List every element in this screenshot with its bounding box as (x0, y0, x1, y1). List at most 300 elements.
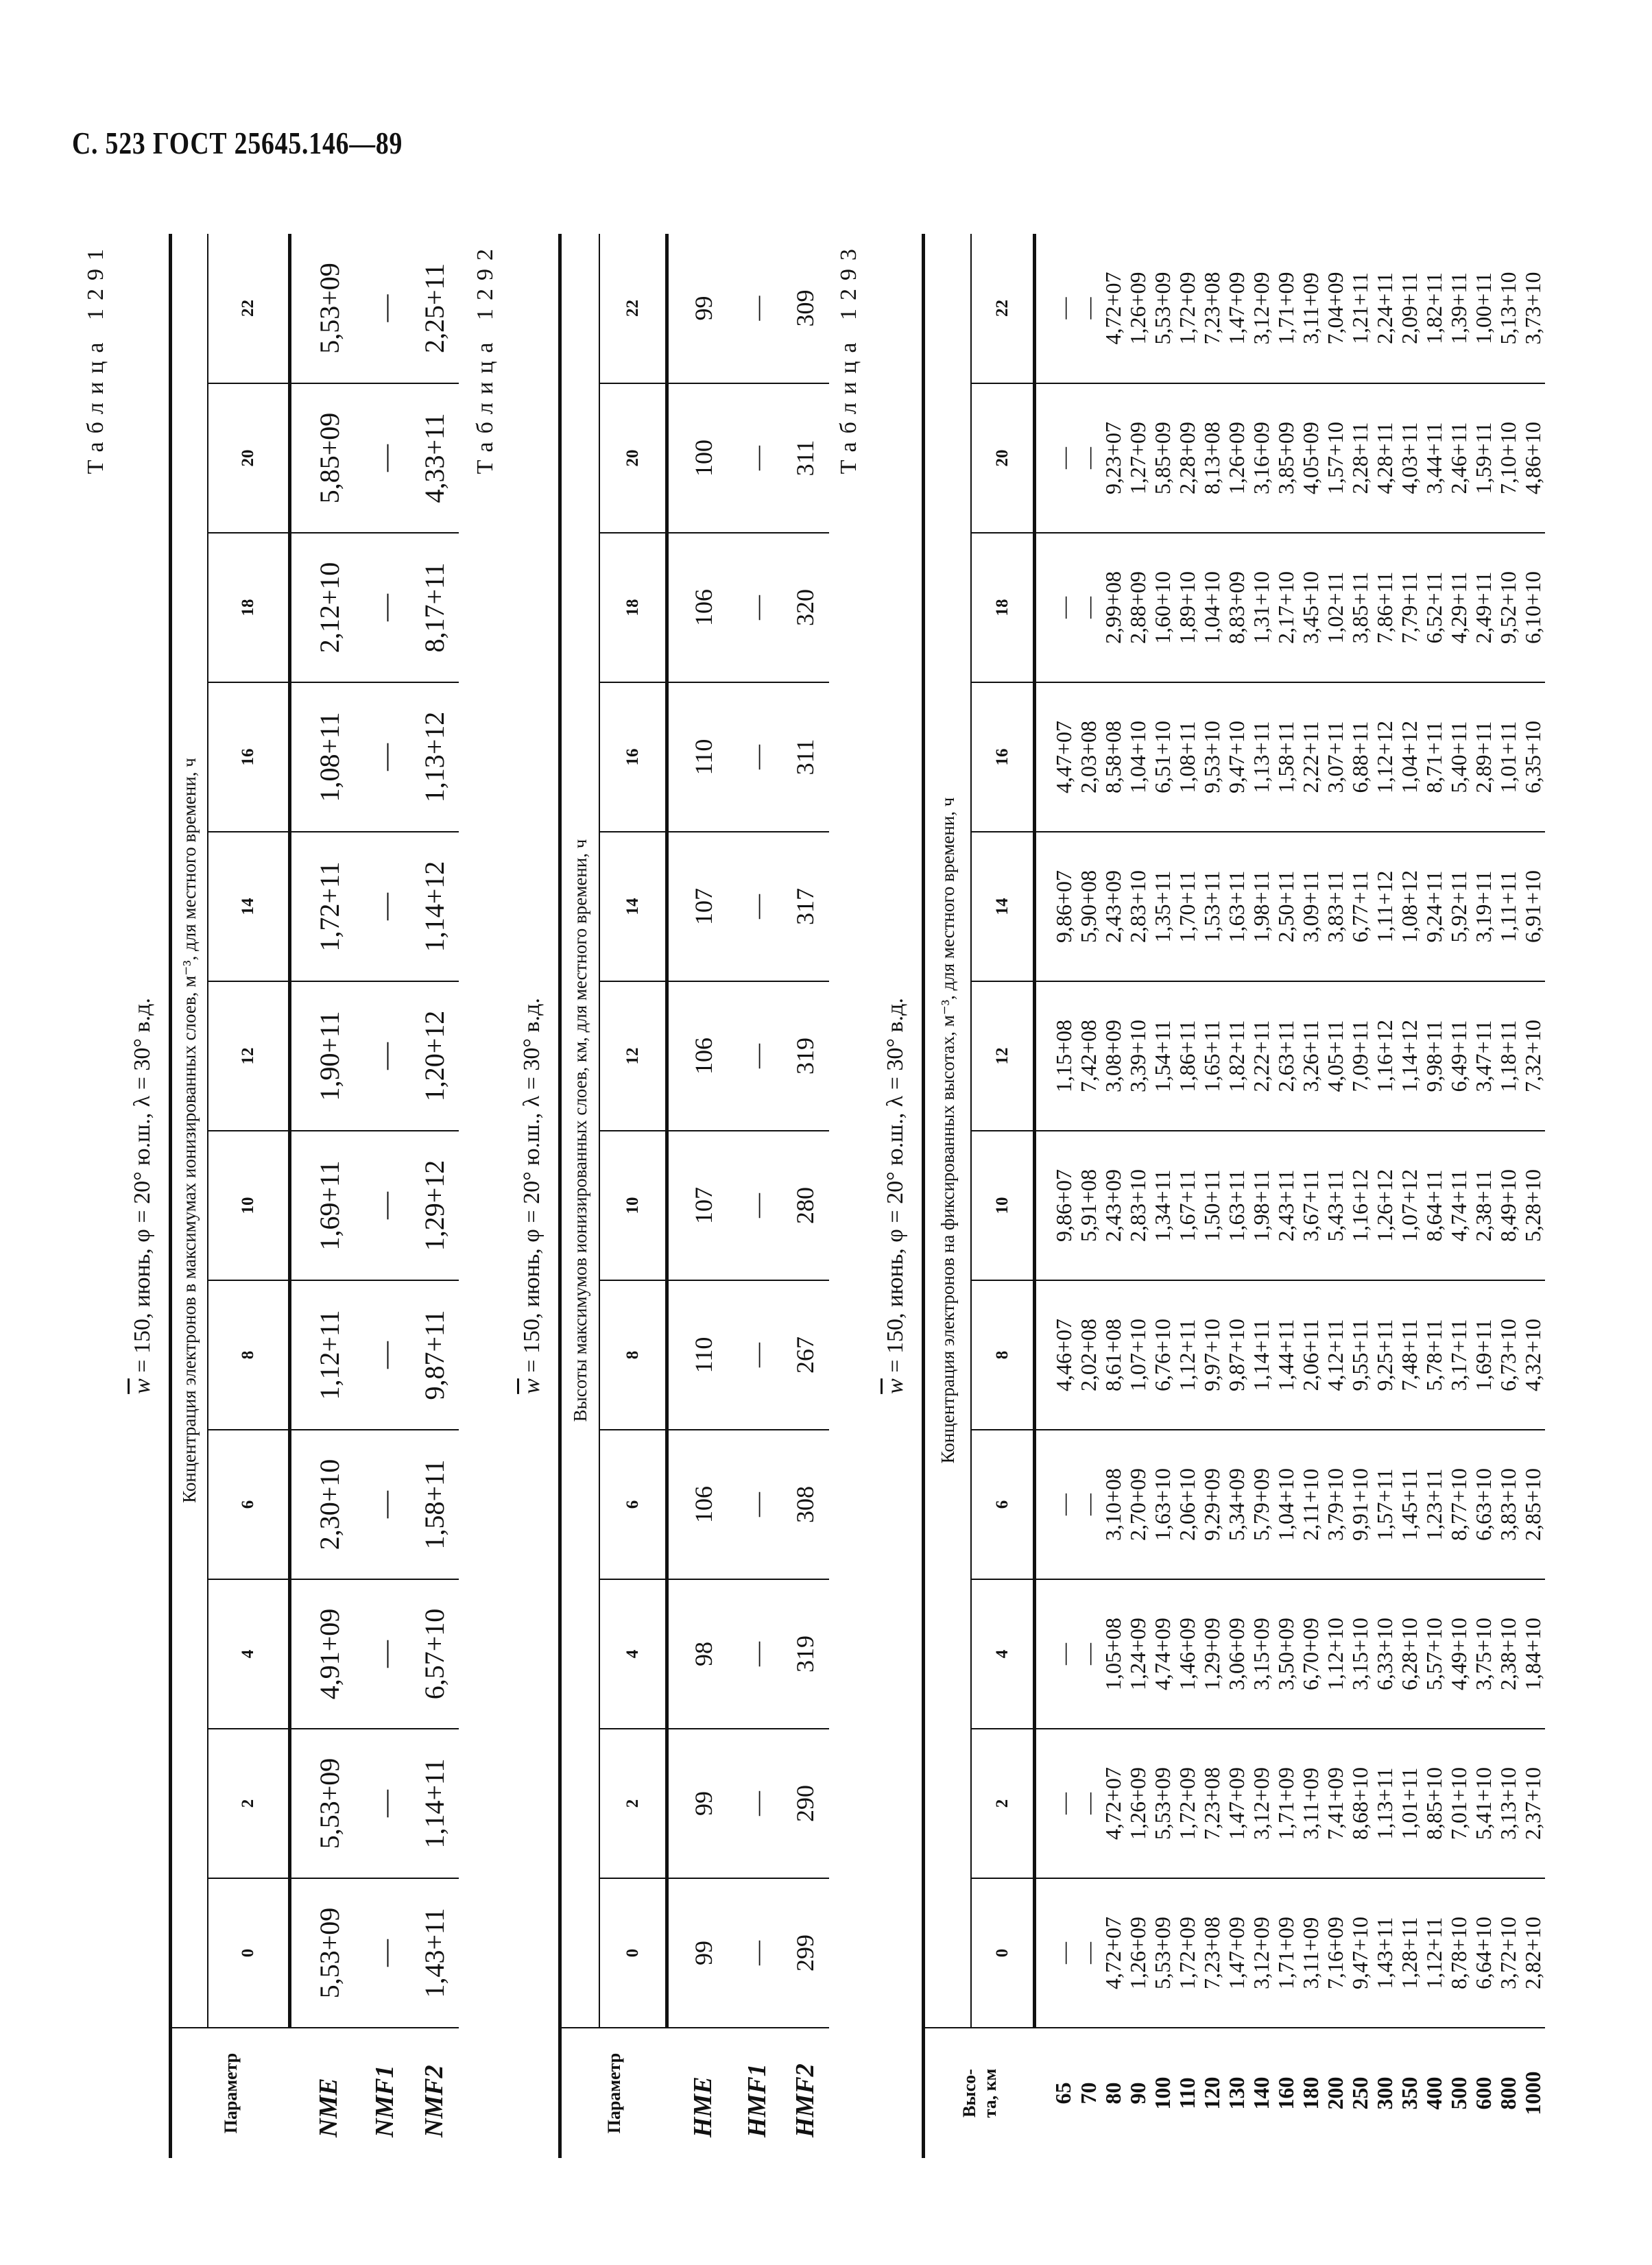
table-cell: 1,44+11 (1273, 1280, 1298, 1430)
table-row (409, 234, 459, 2158)
table-cell: 6,91+10 (1520, 832, 1545, 981)
table-cell: 2,43+11 (1273, 1131, 1298, 1280)
table-cell: 5,41+10 (1471, 1729, 1496, 1878)
table-cell: 317 (781, 832, 829, 981)
table-cell: 1,82+11 (1224, 981, 1249, 1131)
first-column-header: Параметр (171, 2028, 290, 2158)
hour-header: 10 (208, 1131, 290, 1280)
table-cell: 9,91+10 (1348, 1430, 1372, 1579)
table-cell: — (360, 1579, 409, 1729)
hour-header: 6 (208, 1430, 290, 1579)
table-cell: 7,32+10 (1520, 981, 1545, 1131)
table-cell: 6,77+11 (1348, 832, 1372, 981)
hour-header: 22 (208, 234, 290, 383)
row-label: 350 (1397, 2028, 1422, 2158)
table-cell: 9,86+07 (1035, 1131, 1077, 1280)
table-cell: 2,38+10 (1496, 1579, 1520, 1729)
table-row (1224, 234, 1249, 2158)
table-cell: 1,71+09 (1273, 1729, 1298, 1878)
span-header: Концентрация электронов в максимумах ионизированных слоев, м⁻³, для местного времени, ч (171, 234, 208, 2028)
table-cell: 5,90+08 (1076, 832, 1101, 981)
table-cell: 3,83+11 (1323, 832, 1348, 981)
table-row (1397, 234, 1422, 2158)
table-cell: 3,17+11 (1446, 1280, 1471, 1430)
table-cell: 1,46+09 (1175, 1579, 1199, 1729)
table-cell: 1,65+11 (1199, 981, 1224, 1131)
table-cell: — (733, 1430, 781, 1579)
table-cell: 106 (667, 1430, 734, 1579)
first-column-header: Высо- та, км (924, 2028, 1035, 2158)
table-cell: 3,16+09 (1249, 383, 1273, 533)
data-table (169, 234, 459, 2158)
table-cell: 2,11+10 (1298, 1430, 1323, 1579)
table-cell: 4,91+09 (290, 1579, 361, 1729)
table-cell: 308 (781, 1430, 829, 1579)
table-cell: 2,83+10 (1125, 1131, 1150, 1280)
table-cell: 5,79+09 (1249, 1430, 1273, 1579)
table-cell: 3,47+11 (1471, 981, 1496, 1131)
table-cell: 299 (791, 1934, 819, 1972)
table-cell: 1,60+10 (1150, 533, 1175, 682)
table-cell: 6,49+11 (1446, 981, 1471, 1131)
table-cell: — (360, 1430, 409, 1579)
table-cell: 3,72+10 (1496, 1916, 1520, 1990)
table-cell: 4,47+07 (1035, 682, 1077, 832)
row-label: 500 (1446, 2028, 1471, 2158)
table-row (1496, 234, 1520, 2158)
table-cell: 8,13+08 (1199, 383, 1224, 533)
table-cell: 9,87+11 (409, 1280, 459, 1430)
hour-header: 8 (208, 1280, 290, 1430)
table-cell: 1,35+11 (1150, 832, 1175, 981)
table-cell: — (743, 1941, 771, 1965)
table-cell: 1,39+11 (1446, 234, 1471, 383)
table-conditions (870, 234, 922, 2158)
table-cell: 1,31+10 (1249, 533, 1273, 682)
hour-header: 0 (208, 1878, 290, 2028)
table-cell: 309 (781, 234, 829, 383)
table-cell: 7,23+08 (1199, 1729, 1224, 1878)
table-cell: 8,71+11 (1422, 682, 1446, 832)
table-cell: — (1076, 234, 1101, 383)
table-cell: — (1076, 1579, 1101, 1729)
table-cell: 1,26+12 (1372, 1131, 1397, 1280)
table-cell: 7,10+10 (1496, 383, 1520, 533)
table-cell: 2,43+09 (1101, 832, 1125, 981)
row-label: HMF1 (733, 2028, 781, 2158)
table-cell: 1,47+09 (1224, 1729, 1249, 1878)
row-label: 130 (1224, 2028, 1249, 2158)
table-cell: 4,72+07 (1101, 1729, 1125, 1878)
table-block-1292 (465, 234, 829, 2158)
table-row (1298, 234, 1323, 2158)
table-cell: 99 (667, 1729, 734, 1878)
table-cell: 1,12+10 (1323, 1579, 1348, 1729)
table-cell: 106 (667, 981, 734, 1131)
span-header: Концентрация электронов на фиксированных высотах, м⁻³, для местного времени, ч (924, 234, 972, 2028)
row-label: HMF2 (781, 2028, 829, 2158)
table-cell: — (1035, 533, 1077, 682)
hour-header: 2 (971, 1729, 1035, 1878)
table-cell: 8,17+11 (409, 533, 459, 682)
row-label: HME (667, 2028, 734, 2158)
table-cell: 8,85+10 (1422, 1729, 1446, 1878)
table-cell: 5,78+11 (1422, 1280, 1446, 1430)
table-cell: — (1051, 1942, 1076, 1964)
table-cell: 3,83+10 (1496, 1430, 1520, 1579)
table-cell: 1,67+11 (1175, 1131, 1199, 1280)
table-cell: 4,29+11 (1446, 533, 1471, 682)
table-cell: 5,53+09 (1150, 234, 1175, 383)
table-row (1175, 234, 1199, 2158)
table-cell: — (360, 1729, 409, 1878)
table-cell: 9,24+11 (1422, 832, 1446, 981)
table-cell: 9,52+10 (1496, 533, 1520, 682)
table-cell: 5,53+09 (1150, 1916, 1175, 1990)
table-cell: 9,47+10 (1224, 682, 1249, 832)
table-cell: 5,53+09 (290, 1729, 361, 1878)
table-cell: 1,34+11 (1150, 1131, 1175, 1280)
table-cell: 1,05+08 (1101, 1579, 1125, 1729)
table-cell: 2,37+10 (1520, 1729, 1545, 1878)
hour-header: 10 (971, 1131, 1035, 1280)
table-cell: 106 (667, 533, 734, 682)
table-cell: 280 (781, 1131, 829, 1280)
table-cell: — (1035, 1729, 1077, 1878)
table-cell: — (360, 533, 409, 682)
table-cell: 4,05+09 (1298, 383, 1323, 533)
table-row (1372, 234, 1397, 2158)
row-label: 600 (1471, 2028, 1496, 2158)
hour-header: 12 (208, 981, 290, 1131)
table-row (1035, 234, 1077, 2158)
table-cell: 1,16+12 (1372, 981, 1397, 1131)
table-cell: 6,51+10 (1150, 682, 1175, 832)
table-cell: 2,82+10 (1520, 1916, 1545, 1990)
table-cell: 4,86+10 (1520, 383, 1545, 533)
table-cell: — (360, 832, 409, 981)
table-cell: 2,25+11 (409, 234, 459, 383)
hour-header: 16 (971, 682, 1035, 832)
table-row (1249, 234, 1273, 2158)
table-caption: Таблица 1292 (472, 241, 498, 475)
table-cell: 2,17+10 (1273, 533, 1298, 682)
table-cell: 2,43+09 (1101, 1131, 1125, 1280)
table-row (1199, 234, 1224, 2158)
hour-header: 20 (971, 383, 1035, 533)
table-cell: 3,12+09 (1249, 234, 1273, 383)
table-cell: 9,86+07 (1035, 832, 1077, 981)
table-cell: 9,87+10 (1224, 1280, 1249, 1430)
table-cell: 1,69+11 (290, 1131, 361, 1280)
row-label: NMF2 (409, 2028, 459, 2158)
table-cell: 9,23+07 (1101, 383, 1125, 533)
table-cell: 2,46+11 (1446, 383, 1471, 533)
table-cell: 1,54+11 (1150, 981, 1175, 1131)
table-cell: 3,73+10 (1520, 234, 1545, 383)
table-cell: 4,05+11 (1323, 981, 1348, 1131)
table-cell: 7,48+11 (1397, 1280, 1422, 1430)
table-cell: 8,77+10 (1446, 1430, 1471, 1579)
table-cell: 1,07+12 (1397, 1131, 1422, 1280)
table-row (290, 234, 361, 2158)
table-cell: — (733, 832, 781, 981)
table-cell: 3,26+11 (1298, 981, 1323, 1131)
table-cell: 1,71+09 (1273, 234, 1298, 383)
table-cell: 7,42+08 (1076, 981, 1101, 1131)
table-cell: — (1076, 1942, 1101, 1964)
row-label: 800 (1496, 2028, 1520, 2158)
hour-header: 0 (971, 1878, 1035, 2028)
table-cell: 1,04+12 (1397, 682, 1422, 832)
table-cell: 4,12+11 (1323, 1280, 1348, 1430)
table-cell: — (360, 981, 409, 1131)
table-cell: 2,02+08 (1076, 1280, 1101, 1430)
table-cell: — (733, 234, 781, 383)
hour-header: 6 (599, 1430, 667, 1579)
table-row (1422, 234, 1446, 2158)
table-cell: 267 (781, 1280, 829, 1430)
table-cell: 3,75+10 (1471, 1579, 1496, 1729)
row-label: 70 (1076, 2028, 1101, 2158)
row-label: 200 (1323, 2028, 1348, 2158)
table-cell: — (360, 1280, 409, 1430)
table-cell: 6,64+10 (1471, 1916, 1496, 1990)
table-cell: 7,04+09 (1323, 234, 1348, 383)
table-cell: 4,74+09 (1150, 1579, 1175, 1729)
solar-activity-symbol: $\overline{w}$ (883, 1378, 908, 1394)
table-cell: 2,28+11 (1348, 383, 1372, 533)
table-cell: 2,89+11 (1471, 682, 1496, 832)
table-caption: Таблица 1291 (83, 241, 108, 475)
table-cell: 1,58+11 (1273, 682, 1298, 832)
table-cell: 2,12+10 (290, 533, 361, 682)
table-cell: 319 (781, 981, 829, 1131)
table-row (1076, 234, 1101, 2158)
table-cell: 1,63+11 (1224, 832, 1249, 981)
table-cell: 1,00+11 (1471, 234, 1496, 383)
table-cell: 2,88+09 (1125, 533, 1150, 682)
table-cell: 5,13+10 (1496, 234, 1520, 383)
table-cell: 8,68+10 (1348, 1729, 1372, 1878)
conditions-text: = 150, июнь, φ = 20° ю.ш., λ = 30° в.д. (130, 998, 155, 1379)
table-cell: 3,85+09 (1273, 383, 1298, 533)
table-cell: 3,44+11 (1422, 383, 1446, 533)
table-cell: 320 (781, 533, 829, 682)
table-cell: 3,19+11 (1471, 832, 1496, 981)
table-cell: 5,92+11 (1446, 832, 1471, 981)
table-cell: 1,14+12 (409, 832, 459, 981)
table-cell: 1,02+11 (1323, 533, 1348, 682)
table-cell: 6,63+10 (1471, 1430, 1496, 1579)
table-cell: 2,49+11 (1471, 533, 1496, 682)
table-cell: 6,88+11 (1348, 682, 1372, 832)
table-cell: 1,63+11 (1224, 1131, 1249, 1280)
row-label: NMF1 (360, 2028, 409, 2158)
table-cell: 8,49+10 (1496, 1131, 1520, 1280)
table-cell: 4,32+10 (1520, 1280, 1545, 1430)
hour-header: 4 (208, 1579, 290, 1729)
table-cell: 1,20+12 (409, 981, 459, 1131)
table-cell: — (1076, 1729, 1101, 1878)
table-cell: 1,14+11 (409, 1729, 459, 1878)
table-cell: 4,49+10 (1446, 1579, 1471, 1729)
hour-header: 22 (971, 234, 1035, 383)
table-cell: — (733, 1579, 781, 1729)
table-cell: 4,28+11 (1372, 383, 1397, 533)
table-cell: 1,72+09 (1175, 234, 1199, 383)
table-cell: 2,28+09 (1175, 383, 1199, 533)
table-cell: 1,43+11 (1372, 1917, 1397, 1989)
conditions-text: = 150, июнь, φ = 20° ю.ш., λ = 30° в.д. (883, 998, 908, 1379)
table-row (1273, 234, 1298, 2158)
hour-header: 2 (599, 1729, 667, 1878)
table-cell: 6,76+10 (1150, 1280, 1175, 1430)
table-cell: 1,59+11 (1471, 383, 1496, 533)
hour-header: 8 (599, 1280, 667, 1430)
table-cell: 99 (667, 234, 734, 383)
table-cell: 8,83+09 (1224, 533, 1249, 682)
table-cell: 1,12+11 (1175, 1280, 1199, 1430)
hour-header: 18 (599, 533, 667, 682)
conditions-text: = 150, июнь, φ = 20° ю.ш., λ = 30° в.д. (519, 998, 544, 1379)
table-cell: 2,06+11 (1298, 1280, 1323, 1430)
table-cell: 1,14+12 (1397, 981, 1422, 1131)
table-cell: 1,26+09 (1125, 1916, 1150, 1990)
table-cell: — (360, 383, 409, 533)
table-cell: 1,26+09 (1224, 383, 1249, 533)
table-cell: 3,07+11 (1323, 682, 1348, 832)
table-cell: 1,57+11 (1372, 1430, 1397, 1579)
table-cell: 6,57+10 (409, 1579, 459, 1729)
row-label: NME (290, 2028, 361, 2158)
hour-header: 20 (208, 383, 290, 533)
hour-header: 0 (599, 1878, 667, 2028)
table-cell: — (733, 1729, 781, 1878)
table-cell: — (1076, 533, 1101, 682)
table-cell: 1,45+11 (1397, 1430, 1422, 1579)
table-cell: 6,52+11 (1422, 533, 1446, 682)
row-label: 90 (1125, 2028, 1150, 2158)
row-label: 300 (1372, 2028, 1397, 2158)
table-cell: 1,12+11 (1422, 1917, 1446, 1989)
table-cell: 7,41+09 (1323, 1729, 1348, 1878)
table-cell: 7,09+11 (1348, 981, 1372, 1131)
hour-header: 4 (599, 1579, 667, 1729)
row-label: 250 (1348, 2028, 1372, 2158)
table-cell: 3,11+09 (1298, 1729, 1323, 1878)
table-cell: 3,85+11 (1348, 533, 1372, 682)
table-cell: — (360, 682, 409, 832)
table-cell: 1,86+11 (1175, 981, 1199, 1131)
table-cell: 1,69+11 (1471, 1280, 1496, 1430)
table-cell: 1,82+11 (1422, 234, 1446, 383)
data-table (922, 234, 1545, 2158)
table-cell: 5,91+08 (1076, 1131, 1101, 1280)
table-cell: 311 (781, 682, 829, 832)
table-cell: 1,89+10 (1175, 533, 1199, 682)
table-cell: — (369, 1939, 400, 1967)
table-cell: 9,53+10 (1199, 682, 1224, 832)
table-cell: 6,10+10 (1520, 533, 1545, 682)
hour-header: 2 (208, 1729, 290, 1878)
table-cell: 1,01+11 (1397, 1729, 1422, 1878)
table-cell: 2,06+10 (1175, 1430, 1199, 1579)
table-cell: 1,29+12 (409, 1131, 459, 1280)
table-cell: 1,98+11 (1249, 832, 1273, 981)
table-row (1125, 234, 1150, 2158)
table-cell: 2,70+09 (1125, 1430, 1150, 1579)
table-cell: 5,53+09 (290, 234, 361, 383)
table-row (1150, 234, 1175, 2158)
table-cell: 3,15+10 (1348, 1579, 1372, 1729)
page-reference-header: С. 523 ГОСТ 25645.146—89 (72, 125, 403, 160)
table-cell: 1,57+10 (1323, 383, 1348, 533)
table-cell: 5,53+09 (313, 1907, 345, 1999)
table-cell: 1,47+09 (1224, 234, 1249, 383)
first-column-header: Параметр (560, 2028, 667, 2158)
table-cell: 3,15+09 (1249, 1579, 1273, 1729)
table-cell: 100 (667, 383, 734, 533)
table-cell: 290 (781, 1729, 829, 1878)
table-cell: 3,09+11 (1298, 832, 1323, 981)
table-conditions (506, 234, 558, 2158)
span-header: Высоты максимумов ионизированных слоев, км, для местного времени, ч (560, 234, 600, 2028)
solar-activity-symbol: $\overline{w}$ (130, 1378, 155, 1394)
table-cell: 6,35+10 (1520, 682, 1545, 832)
table-cell: 1,04+10 (1199, 533, 1224, 682)
table-cell: 1,12+12 (1372, 682, 1397, 832)
table-cell: 9,25+11 (1372, 1280, 1397, 1430)
table-cell: 1,71+09 (1273, 1916, 1298, 1990)
table-cell: 2,83+10 (1125, 832, 1150, 981)
hour-header: 18 (208, 533, 290, 682)
row-label: 160 (1273, 2028, 1298, 2158)
table-caption: Таблица 1293 (836, 241, 861, 475)
table-cell: 1,08+11 (1175, 682, 1199, 832)
table-cell: 98 (667, 1579, 734, 1729)
table-cell: 2,99+08 (1101, 533, 1125, 682)
hour-header: 12 (599, 981, 667, 1131)
table-cell: 110 (667, 1280, 734, 1430)
table-cell: 3,11+09 (1298, 1917, 1323, 1989)
table-cell: 9,98+11 (1422, 981, 1446, 1131)
hour-header: 14 (208, 832, 290, 981)
table-cell: 1,70+11 (1175, 832, 1199, 981)
table-cell: 1,23+11 (1422, 1430, 1446, 1579)
table-cell: 2,03+08 (1076, 682, 1101, 832)
hour-header: 22 (599, 234, 667, 383)
table-cell: 2,63+11 (1273, 981, 1298, 1131)
table-cell: 6,28+10 (1397, 1579, 1422, 1729)
table-cell: 1,26+09 (1125, 234, 1150, 383)
row-label: 110 (1175, 2028, 1199, 2158)
data-table (558, 234, 829, 2158)
table-row (1446, 234, 1471, 2158)
table-row (781, 234, 829, 2158)
hour-header: 18 (971, 533, 1035, 682)
hour-header: 14 (599, 832, 667, 981)
table-cell: 3,13+10 (1496, 1729, 1520, 1878)
table-cell: 3,39+10 (1125, 981, 1150, 1131)
table-cell: 3,08+09 (1101, 981, 1125, 1131)
table-cell: 6,70+09 (1298, 1579, 1323, 1729)
table-row (1323, 234, 1348, 2158)
table-cell: — (733, 682, 781, 832)
table-cell: 3,12+09 (1249, 1729, 1273, 1878)
table-cell: — (1035, 1579, 1077, 1729)
table-row (1520, 234, 1545, 2158)
